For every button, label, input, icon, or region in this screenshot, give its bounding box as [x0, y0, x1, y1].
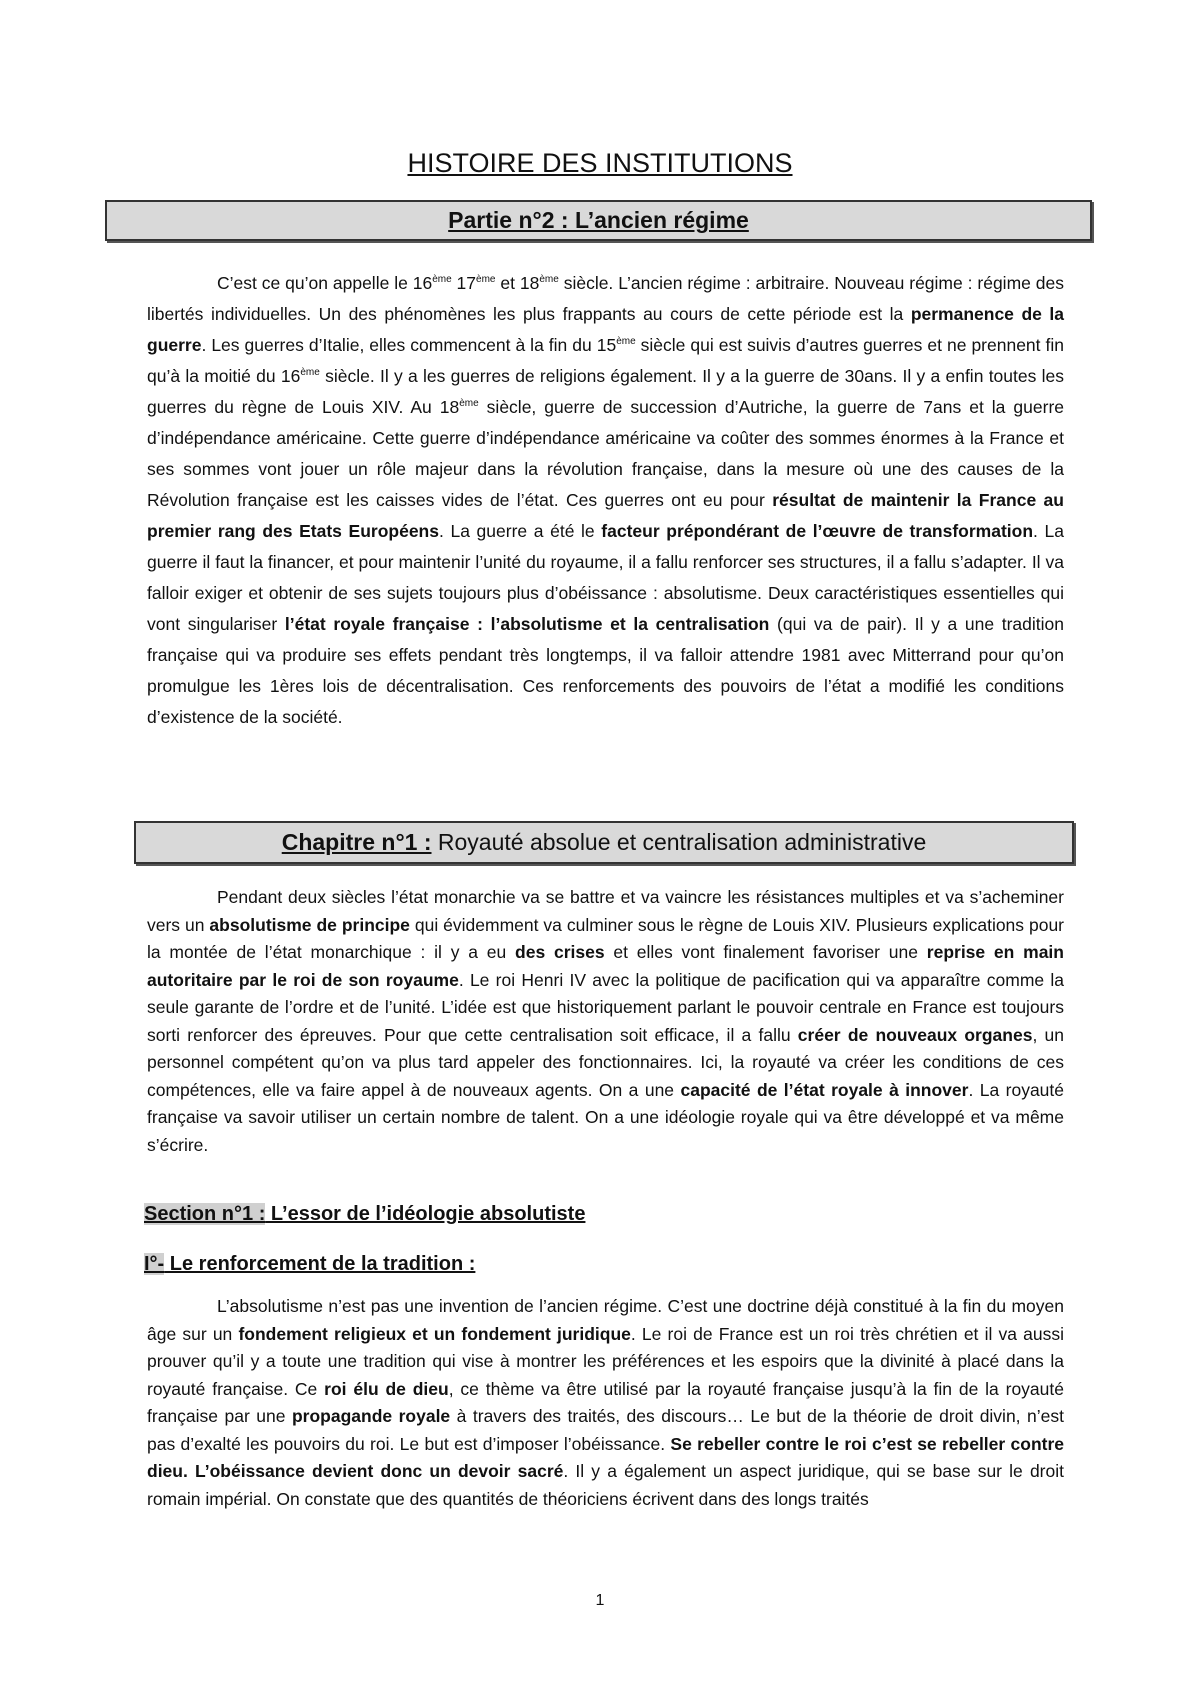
bold-text: résultat de maintenir la France au premier rang des Etats Européens — [147, 490, 1064, 541]
chapter-paragraph — [147, 884, 1064, 1159]
subsection-label: I°- — [144, 1253, 165, 1275]
text-run: . Le roi Henri IV avec la politique de pacification qui va apparaître comme la seule garante de l’ordre et de l’unité. L’idée est que historiquement parlant le pouvoir centrale en France est toujours sorti renforcer des épreuves. Pour que cette centralisation soit efficace, il a fallu — [147, 969, 1065, 1045]
superscript: ème — [300, 367, 320, 379]
chapter-heading — [136, 823, 1072, 862]
text-run: . Il y a également un aspect juridique, qui se base sur le droit romain impérial. On constate que des quantités de théoriciens écrivent dans des longs traités — [147, 1461, 1064, 1509]
text-run: siècle. L’ancien régime : arbitraire. Nouveau régime : régime des libertés individuelles. Un des phénomènes les plus frappants au cours de cette période est la — [147, 273, 1064, 324]
section-paragraph — [147, 1293, 1064, 1513]
bold-text: Se rebeller contre le roi c’est se rebeller contre dieu. L’obéissance devient donc un devoir sacré — [147, 1433, 1064, 1481]
text-run: C’est ce qu’on appelle le 16 — [217, 273, 433, 293]
text-run: . Le roi de France est un roi très chrétien et il va aussi prouver qu’il y a toute une tradition qui vise à montrer les préférences et les espoirs que la divinité à placé dans la royauté française. Ce — [147, 1323, 1064, 1399]
text-run: qui évidemment va culminer sous le règne de Louis XIV. Plusieurs explications pour la montée de l’état monarchique : il y a eu — [147, 914, 1065, 962]
text-run: 17 — [451, 273, 477, 293]
bold-text: des crises — [515, 942, 605, 962]
bold-text: absolutisme de principe — [209, 914, 410, 935]
chapter-title: Royauté absolue et centralisation administrative — [431, 829, 927, 855]
text-run: , un personnel compétent qu’on va plus tard appeler des fonctionnaires. Ici, la royauté va créer les conditions de ces compétences, elle va faire appel à de nouveaux agents. On a une — [147, 1024, 1064, 1100]
page-number: 1 — [595, 1592, 605, 1609]
bold-text: fondement religieux et un fondement juridique — [238, 1323, 631, 1344]
chapter-label: Chapitre n°1 : — [281, 829, 432, 855]
document-title: HISTOIRE DES INSTITUTIONS — [407, 148, 793, 178]
bold-text: propagande royale — [291, 1406, 451, 1426]
bold-text: reprise en main autoritaire par le roi de son royaume — [147, 942, 1064, 990]
text-run: , ce thème va être utilisé par la royauté française jusqu’à la fin de la royauté française par une — [147, 1378, 1064, 1426]
text-run: L’absolutisme n’est pas une invention de l’ancien régime. C’est une doctrine déjà constitué à la fin du moyen âge sur un — [147, 1296, 1064, 1344]
section-heading — [144, 1203, 585, 1226]
text-run: . La royauté française va savoir utiliser un certain nombre de talent. On a une idéologie royale qui va être développé et va même s’écrire. — [147, 1079, 1065, 1155]
text-run: à travers des traités, des discours… Le but de la théorie de droit divin, n’est pas d’exalté les pouvoirs du roi. Le but est d’imposer l’obéissance. — [147, 1406, 1064, 1454]
text-run: siècle qui est suivis d’autres guerres et ne prennent fin qu’à la moitié du 16 — [147, 335, 1065, 386]
bold-text: roi élu de dieu — [324, 1378, 449, 1399]
text-run: . La guerre il faut la financer, et pour maintenir l’unité du royaume, il a fallu renforcer ses structures, il a fallu s’adapter. Il va falloir exiger et obtenir de ses sujets toujours plus d’obéissance : absolutisme. Deux caractéristiques essentielles qui vont singulariser — [147, 521, 1064, 634]
text-run: et elles vont finalement favoriser une — [604, 942, 927, 962]
text-run: Pendant deux siècles l’état monarchie va se battre et va vaincre les résistances multiples et va s’acheminer vers un — [147, 887, 1064, 935]
superscript: ème — [432, 274, 452, 286]
text-run: . La guerre a été le — [438, 521, 602, 541]
superscript: ème — [539, 274, 559, 286]
text-run: et 18 — [495, 273, 540, 293]
subsection-heading — [144, 1253, 475, 1276]
bold-text: facteur prépondérant de l’œuvre de transformation — [601, 521, 1034, 541]
section-label: Section n°1 : — [144, 1203, 266, 1225]
superscript: ème — [476, 274, 496, 286]
part-heading: Partie n°2 : L’ancien régime — [448, 207, 749, 233]
superscript: ème — [616, 336, 636, 348]
text-run: . Les guerres d’Italie, elles commencent à la fin du 15 — [201, 335, 617, 355]
text-run: (qui va de pair). Il y a une tradition française qui va produire ses effets pendant très longtemps, il va falloir attendre 1981 avec Mitterrand pour qu’on promulgue les 1ères lois de décentralisation. Ces renforcements des pouvoirs de l’état a modifié les conditions d’existence de la société. — [147, 614, 1064, 727]
subsection-title: Le renforcement de la tradition : — [164, 1253, 476, 1275]
chapter-heading-box — [134, 821, 1074, 864]
text-run: siècle, guerre de succession d’Autriche, la guerre de 7ans et la guerre d’indépendance américaine. Cette guerre d’indépendance américaine va coûter des sommes énormes à la France et ses sommes vont jouer un rôle majeur dans la révolution française, dans la mesure où une des causes de la Révolution française est les caisses vides de l’état. Ces guerres ont eu pour — [147, 397, 1065, 510]
section-title: L’essor de l’idéologie absolutiste — [265, 1203, 586, 1225]
bold-text: capacité de l’état royale à innover — [680, 1079, 969, 1100]
intro-paragraph — [147, 268, 1064, 733]
bold-text: l’état royale française : l’absolutisme et la centralisation — [284, 614, 770, 634]
superscript: ème — [459, 398, 479, 410]
text-run: siècle. Il y a les guerres de religions également. Il y a la guerre de 30ans. Il y a enfin toutes les guerres du règne de Louis XIV. Au 18 — [147, 366, 1064, 417]
bold-text: créer de nouveaux organes — [797, 1024, 1033, 1045]
bold-text: permanence de la guerre — [147, 304, 1064, 355]
part-heading-box — [105, 200, 1092, 241]
